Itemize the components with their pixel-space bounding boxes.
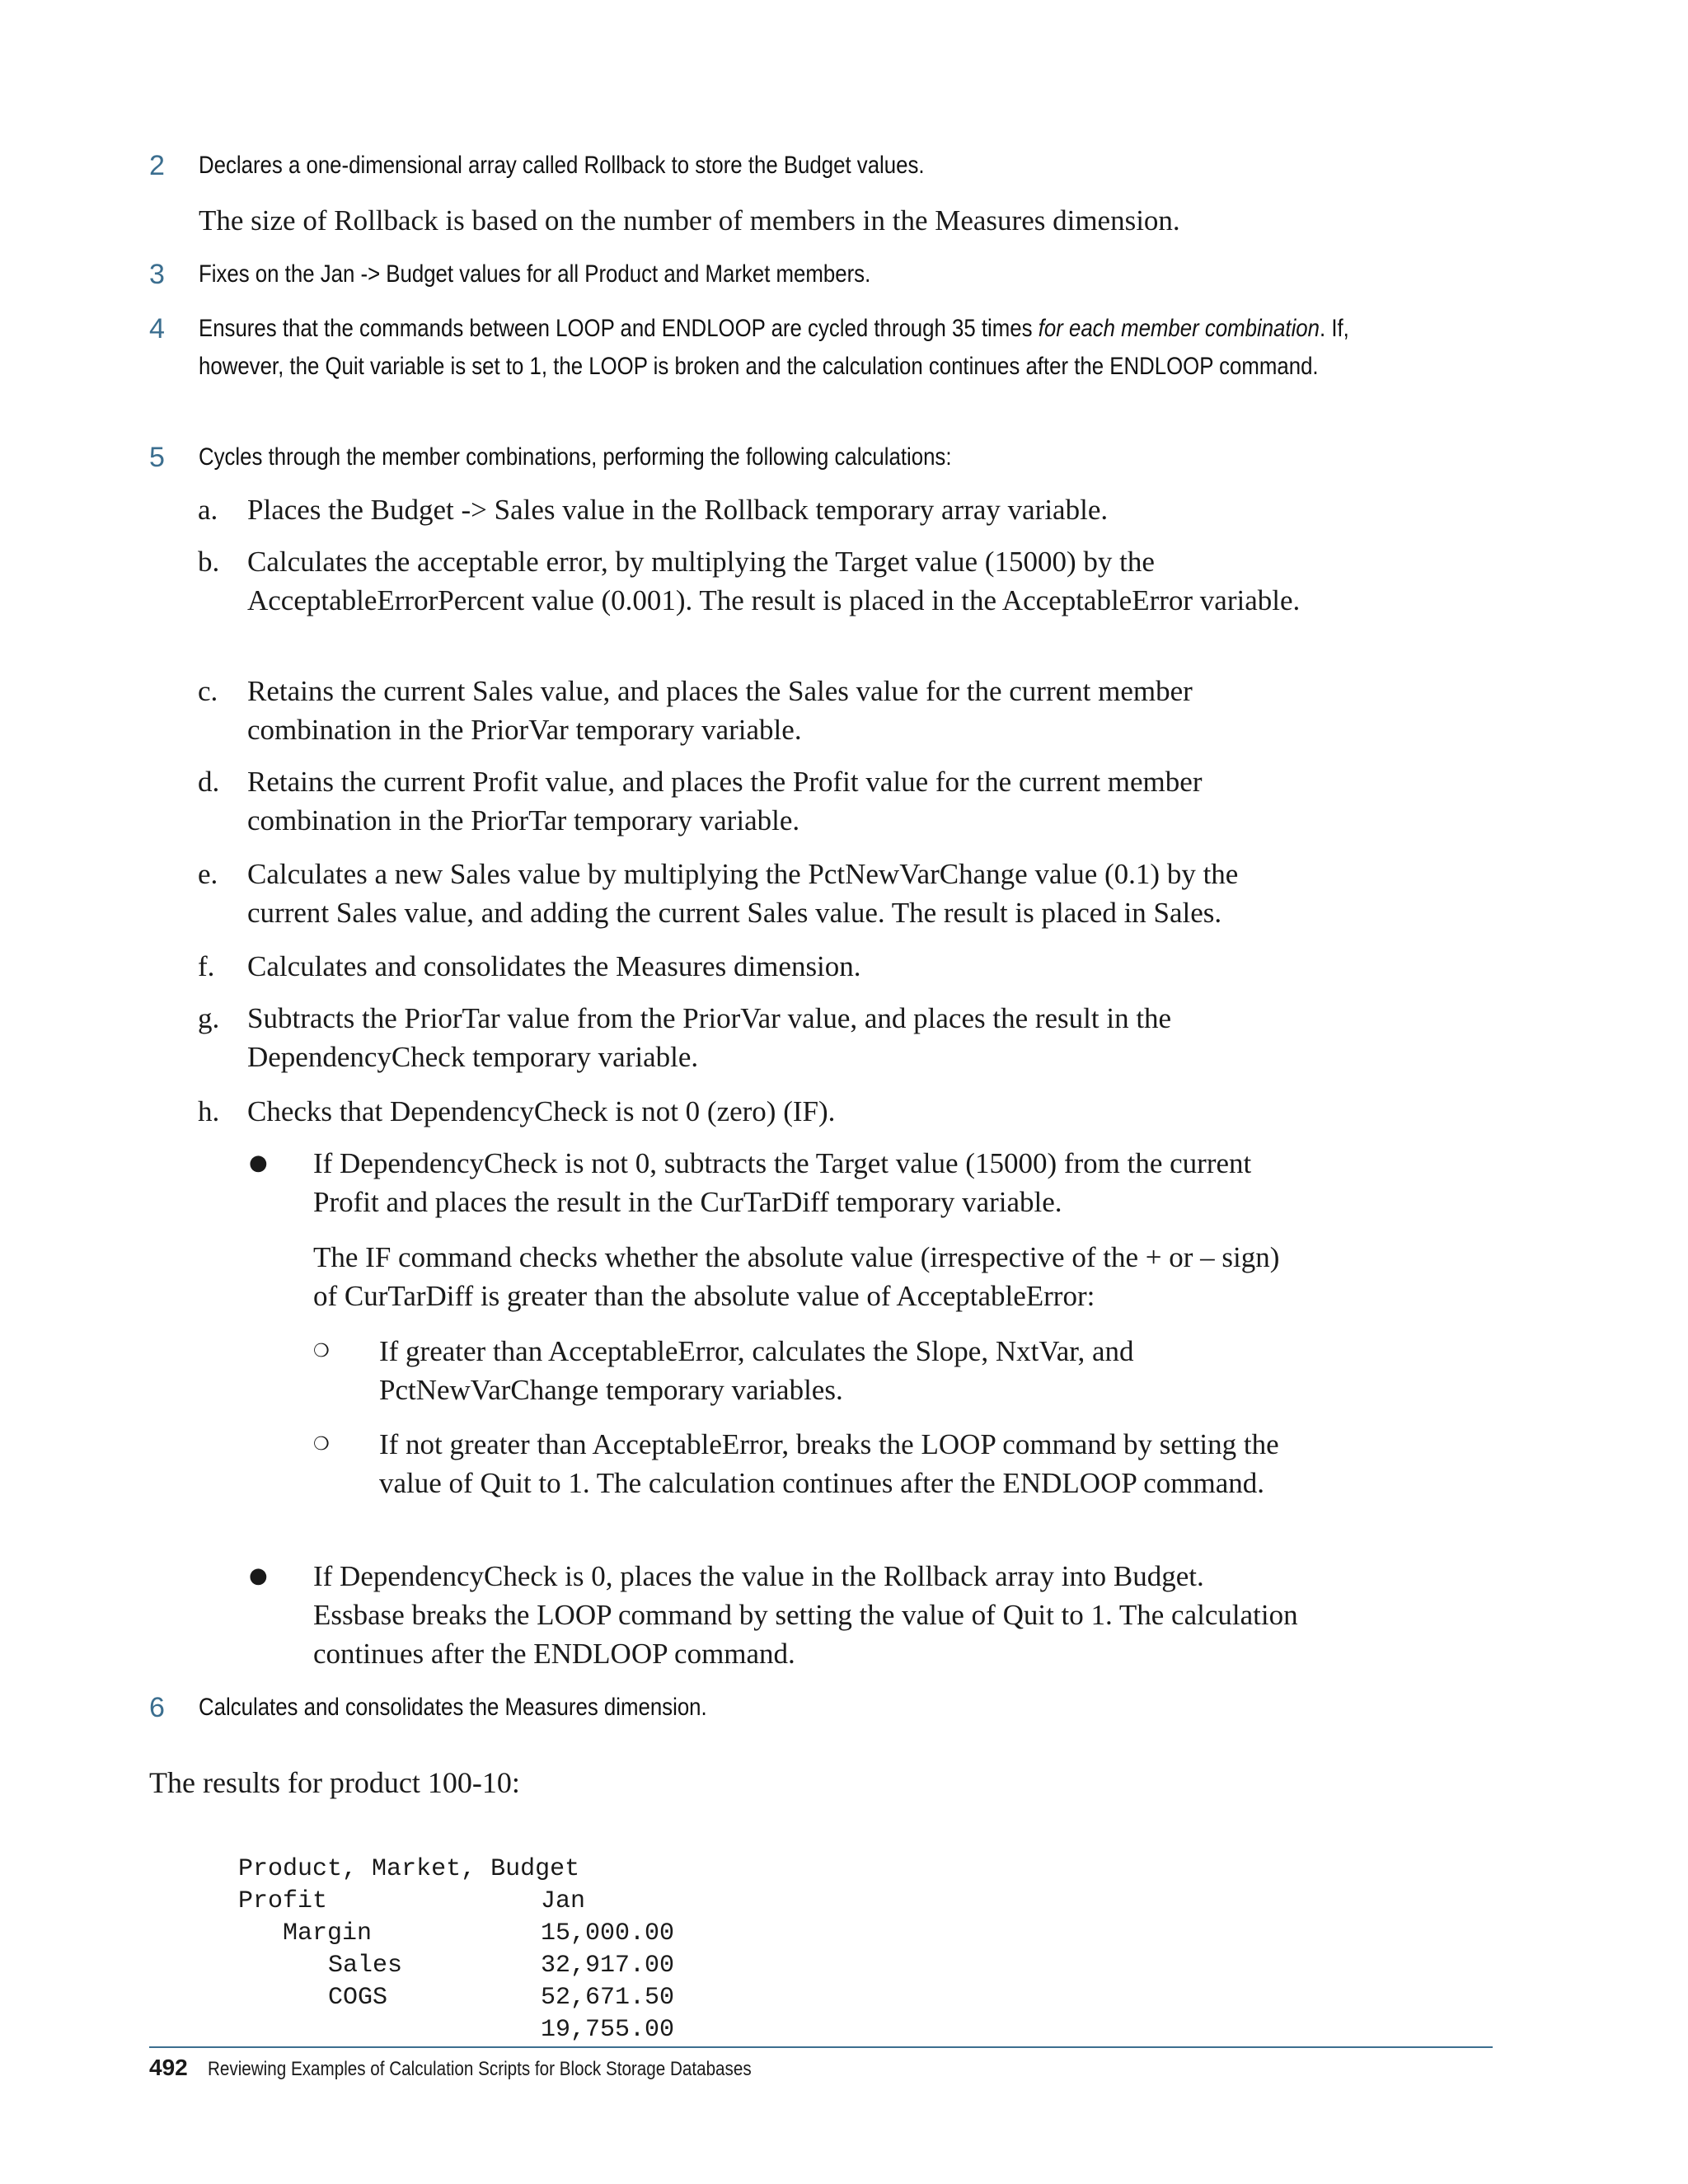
results-header-value: Jan: [541, 1887, 586, 1915]
step-text-emphasis: for each member combination: [1038, 315, 1320, 342]
sub-item-text: Retains the current Profit value, and places the Profit value for the current member combination in the PriorTar temporary variable.: [247, 766, 1203, 837]
step-number: 2: [149, 150, 165, 181]
bullet-icon: ●: [249, 1151, 268, 1175]
sub-item-text: Calculates the acceptable error, by multiplying the Target value (15000) by the AcceptableErrorPercent value (0.001). The result is placed in the AcceptableError variable.: [247, 546, 1301, 616]
row-value: 52,671.50: [541, 1984, 675, 2012]
row-value: 19,755.00: [541, 2016, 675, 2044]
results-header-label: Product, Market, Budget: [238, 1855, 580, 1883]
sub-item-text: Checks that DependencyCheck is not 0 (zero) (IF).: [247, 1095, 836, 1127]
page-number: 492: [149, 2055, 188, 2080]
step-text-part: Ensures that the commands between LOOP and ENDLOOP are cycled through 35 times: [199, 315, 1039, 342]
sub-item-letter: f.: [198, 950, 215, 982]
hollow-bullet-icon: ❍: [313, 1341, 330, 1361]
sub-item-letter: b.: [198, 546, 220, 578]
sub-item-letter: d.: [198, 766, 220, 798]
step-number: 3: [149, 259, 165, 290]
footer-title: Reviewing Examples of Calculation Scripts for Block Storage Databases: [208, 2058, 752, 2080]
sub-item-text: Calculates a new Sales value by multiplying the PctNewVarChange value (0.1) by the current Sales value, and adding the current Sales value. The result is placed in Sales.: [247, 858, 1239, 929]
step-text: Declares a one-dimensional array called Rollback to store the Budget values.: [199, 152, 925, 179]
bullet-note: The IF command checks whether the absolute value (irrespective of the + or – sign) of CurTarDiff is greater than the absolute value of AcceptableError:: [313, 1241, 1280, 1312]
hollow-bullet-icon: ❍: [313, 1434, 330, 1455]
sub-item-letter: h.: [198, 1095, 220, 1127]
step-text: Fixes on the Jan -> Budget values for all Product and Market members.: [199, 260, 871, 288]
bullet-text: If DependencyCheck is not 0, subtracts the Target value (15000) from the current Profit and places the result in the CurTarDiff temporary variable.: [313, 1147, 1252, 1218]
row-label: COGS: [328, 1984, 388, 2012]
row-label: Sales: [328, 1952, 403, 1980]
sub-bullet-text: If greater than AcceptableError, calculates the Slope, NxtVar, and PctNewVarChange temporary variables.: [379, 1335, 1134, 1406]
sub-item-letter: a.: [198, 494, 218, 526]
step-text: Calculates and consolidates the Measures dimension.: [199, 1694, 707, 1721]
step-text: [199, 310, 1396, 386]
step-number: 6: [149, 1692, 165, 1723]
step-text-part: . If, however, the Quit variable is set to 1, the LOOP is broken and the calculation continues after the ENDLOOP command.: [199, 315, 1349, 380]
bullet-icon: ●: [249, 1563, 268, 1588]
row-label: Margin: [283, 1919, 373, 1947]
bullet-text: If DependencyCheck is 0, places the value in the Rollback array into Budget. Essbase breaks the LOOP command by setting the value of Quit to 1. The calculation continues after the ENDLOOP command.: [313, 1560, 1298, 1670]
sub-item-text: Calculates and consolidates the Measures dimension.: [247, 950, 861, 982]
sub-item-letter: e.: [198, 858, 218, 890]
step-number: 5: [149, 442, 165, 473]
sub-bullet-text: If not greater than AcceptableError, breaks the LOOP command by setting the value of Quit to 1. The calculation continues after the ENDLOOP command.: [379, 1428, 1279, 1499]
step-text: Cycles through the member combinations, performing the following calculations:: [199, 443, 952, 471]
results-intro: The results for product 100-10:: [149, 1766, 520, 1799]
step-2-note: The size of Rollback is based on the number of members in the Measures dimension.: [199, 204, 1180, 237]
step-number: 4: [149, 313, 165, 344]
row-value: 32,917.00: [541, 1952, 675, 1980]
sub-item-letter: g.: [198, 1002, 220, 1034]
sub-item-text: Retains the current Sales value, and places the Sales value for the current member combination in the PriorVar temporary variable.: [247, 675, 1193, 746]
footer-divider: [149, 2046, 1493, 2048]
sub-item-text: Places the Budget -> Sales value in the Rollback temporary array variable.: [247, 494, 1109, 526]
sub-item-letter: c.: [198, 675, 218, 707]
row-value: 15,000.00: [541, 1919, 675, 1947]
sub-item-text: Subtracts the PriorTar value from the PriorVar value, and places the result in the DependencyCheck temporary variable.: [247, 1002, 1172, 1073]
row-label: Profit: [238, 1887, 328, 1915]
